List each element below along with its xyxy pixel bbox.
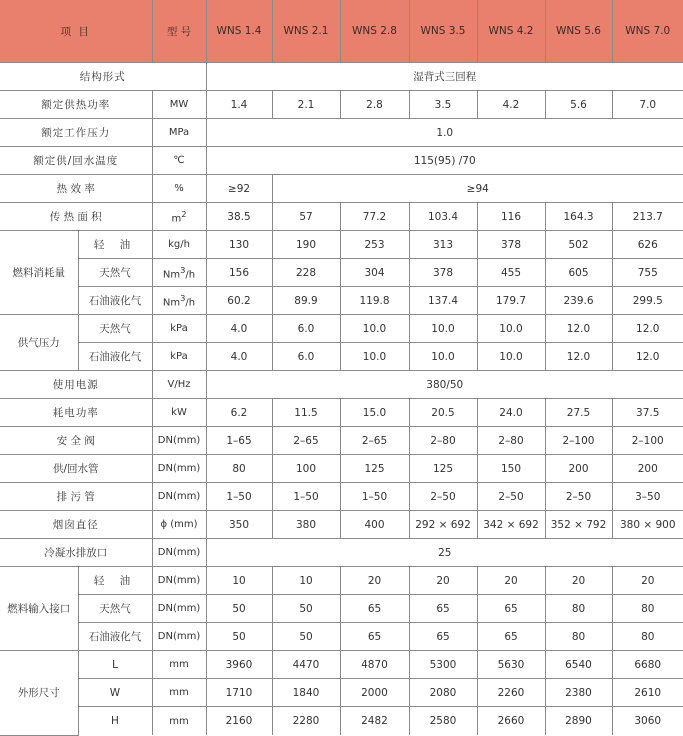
unit-cell: DN(mm) (152, 483, 206, 511)
value-cell: 20 (340, 567, 409, 595)
structure-row (0, 63, 683, 91)
unit-base: Nm (162, 269, 181, 281)
value-cell: 2380 (545, 679, 612, 707)
value-cell: 2080 (409, 679, 477, 707)
value-cell: 502 (545, 231, 612, 259)
header-model-2: WNS 2.1 (272, 0, 340, 63)
row-label: 烟囱直径 (0, 511, 152, 539)
header-model-5: WNS 4.2 (477, 0, 545, 63)
value-cell: 2–50 (545, 483, 612, 511)
merged-value: 25 (206, 539, 683, 567)
value-cell: 65 (477, 623, 545, 651)
value-cell: 200 (545, 455, 612, 483)
drain-pipe-row (0, 483, 683, 511)
sub-label: 轻 油 (78, 231, 152, 259)
merged-value: 1.0 (206, 119, 683, 147)
value-cell: 20 (477, 567, 545, 595)
row-label: 额定供/回水温度 (0, 147, 152, 175)
sub-label: 石油液化气 (78, 343, 152, 371)
value-cell: 378 (477, 231, 545, 259)
value-cell: 6.0 (272, 343, 340, 371)
fuel-oil-row (0, 231, 683, 259)
power-consumption-row (0, 399, 683, 427)
dimension-w-row (0, 679, 683, 707)
value-cell: 213.7 (612, 203, 683, 231)
sub-label: H (78, 707, 152, 736)
value-cell: 38.5 (206, 203, 272, 231)
value-cell: 5.6 (545, 91, 612, 119)
value-cell: 2.1 (272, 91, 340, 119)
value-cell: 10 (206, 567, 272, 595)
value-cell: 1840 (272, 679, 340, 707)
value-cell: 119.8 (340, 287, 409, 315)
value-cell: 1–65 (206, 427, 272, 455)
value-cell: 400 (340, 511, 409, 539)
value-cell: 350 (206, 511, 272, 539)
value-cell: 130 (206, 231, 272, 259)
sub-label: 天然气 (78, 595, 152, 623)
row-label: 使用电源 (0, 371, 152, 399)
value-cell: 20 (612, 567, 683, 595)
value-cell: 50 (272, 595, 340, 623)
value-cell: 6540 (545, 651, 612, 679)
sub-label: L (78, 651, 152, 679)
row-label: 安 全 阀 (0, 427, 152, 455)
inlet-gas-row (0, 595, 683, 623)
value-cell: 3960 (206, 651, 272, 679)
value-cell: 1710 (206, 679, 272, 707)
value-cell: 2260 (477, 679, 545, 707)
value-cell: 5630 (477, 651, 545, 679)
unit-cell: % (152, 175, 206, 203)
value-cell: 1–50 (340, 483, 409, 511)
chimney-row (0, 511, 683, 539)
value-cell: 2–80 (477, 427, 545, 455)
row-label: 额定工作压力 (0, 119, 152, 147)
header-item-cell: 项 目 (0, 0, 152, 63)
safety-valve-row (0, 427, 683, 455)
value-cell: 50 (206, 595, 272, 623)
value-cell: 77.2 (340, 203, 409, 231)
value-cell: 455 (477, 259, 545, 287)
value-cell: 20 (409, 567, 477, 595)
unit-cell: V/Hz (152, 371, 206, 399)
merged-value: 湿背式三回程 (206, 63, 683, 91)
header-model-1: WNS 1.4 (206, 0, 272, 63)
value-cell: 3060 (612, 707, 683, 736)
water-pipe-row (0, 455, 683, 483)
efficiency-row (0, 175, 683, 203)
value-cell: 304 (340, 259, 409, 287)
sub-label: 石油液化气 (78, 287, 152, 315)
value-cell: 65 (409, 595, 477, 623)
unit-base: Nm (162, 297, 181, 309)
unit-superscript: 3 (180, 292, 186, 303)
header-model-cell: 型 号 (152, 0, 206, 63)
value-cell: 299.5 (612, 287, 683, 315)
value-cell: 2160 (206, 707, 272, 736)
value-cell: 10.0 (477, 343, 545, 371)
value-cell: 4870 (340, 651, 409, 679)
value-cell: 6680 (612, 651, 683, 679)
value-cell: 89.9 (272, 287, 340, 315)
value-cell: 60.2 (206, 287, 272, 315)
value-cell: 137.4 (409, 287, 477, 315)
value-cell: 65 (477, 595, 545, 623)
value-cell: 4.0 (206, 315, 272, 343)
value-cell: 2–100 (612, 427, 683, 455)
value-cell: 65 (340, 623, 409, 651)
value-cell: 2–50 (409, 483, 477, 511)
value-cell: 5300 (409, 651, 477, 679)
value-cell: 380 (272, 511, 340, 539)
value-cell: ≥92 (206, 175, 272, 203)
value-cell: 2280 (272, 707, 340, 736)
value-cell: 20.5 (409, 399, 477, 427)
value-cell: 2–65 (272, 427, 340, 455)
group-label: 燃料消耗量 (0, 231, 78, 315)
value-cell: 50 (206, 623, 272, 651)
value-cell: 2.8 (340, 91, 409, 119)
unit-cell: kPa (152, 343, 206, 371)
value-cell: 4470 (272, 651, 340, 679)
unit-cell: mm (152, 679, 206, 707)
value-cell: 378 (409, 259, 477, 287)
value-cell: 292 × 692 (409, 511, 477, 539)
value-cell: 80 (206, 455, 272, 483)
value-cell: 10.0 (477, 315, 545, 343)
value-cell: 228 (272, 259, 340, 287)
value-cell: 2–65 (340, 427, 409, 455)
unit-cell: kPa (152, 315, 206, 343)
value-cell: 10 (272, 567, 340, 595)
merged-value: 115(95) /70 (206, 147, 683, 175)
sub-label: 天然气 (78, 315, 152, 343)
group-label: 外形尺寸 (0, 651, 78, 736)
value-cell: 755 (612, 259, 683, 287)
row-label: 额定供热功率 (0, 91, 152, 119)
value-cell: 80 (545, 623, 612, 651)
value-cell: 7.0 (612, 91, 683, 119)
value-cell: 4.2 (477, 91, 545, 119)
value-cell: 2000 (340, 679, 409, 707)
row-label: 供/回水管 (0, 455, 152, 483)
value-cell: 190 (272, 231, 340, 259)
fuel-gas-row (0, 259, 683, 287)
value-cell: 12.0 (545, 343, 612, 371)
value-cell: 65 (409, 623, 477, 651)
value-cell: 239.6 (545, 287, 612, 315)
value-cell: 116 (477, 203, 545, 231)
dimension-l-row (0, 651, 683, 679)
unit-cell: DN(mm) (152, 427, 206, 455)
gas-pressure-gas-row (0, 315, 683, 343)
unit-cell: ℃ (152, 147, 206, 175)
sub-label: 天然气 (78, 259, 152, 287)
sub-label: 石油液化气 (78, 623, 152, 651)
value-cell: 125 (409, 455, 477, 483)
unit-tail: /h (185, 297, 196, 309)
row-label: 冷凝水排放口 (0, 539, 152, 567)
unit-cell: ϕ (mm) (152, 511, 206, 539)
value-cell: 6.2 (206, 399, 272, 427)
unit-cell: DN(mm) (152, 455, 206, 483)
inlet-lpg-row (0, 623, 683, 651)
value-cell: 342 × 692 (477, 511, 545, 539)
unit-cell: DN(mm) (152, 539, 206, 567)
merged-value: 380/50 (206, 371, 683, 399)
header-model-3: WNS 2.8 (340, 0, 409, 63)
value-cell: 313 (409, 231, 477, 259)
inlet-oil-row (0, 567, 683, 595)
value-cell: 80 (612, 623, 683, 651)
value-cell: 3–50 (612, 483, 683, 511)
value-cell: 2482 (340, 707, 409, 736)
value-cell: 103.4 (409, 203, 477, 231)
group-label: 燃料输入接口 (0, 567, 78, 651)
row-label: 排 污 管 (0, 483, 152, 511)
value-cell: 37.5 (612, 399, 683, 427)
value-cell: 20 (545, 567, 612, 595)
unit-superscript: 2 (181, 208, 187, 219)
value-cell: 50 (272, 623, 340, 651)
value-cell: 27.5 (545, 399, 612, 427)
value-cell: 10.0 (409, 315, 477, 343)
value-cell: 100 (272, 455, 340, 483)
value-cell: 65 (340, 595, 409, 623)
value-cell: 2–50 (477, 483, 545, 511)
value-cell: 179.7 (477, 287, 545, 315)
unit-cell (152, 287, 206, 315)
pressure-row (0, 119, 683, 147)
group-label: 供气压力 (0, 315, 78, 371)
row-label: 结构形式 (0, 63, 206, 91)
value-cell: 2–100 (545, 427, 612, 455)
unit-cell (152, 203, 206, 231)
row-label: 耗电功率 (0, 399, 152, 427)
value-cell: 150 (477, 455, 545, 483)
header-model-7: WNS 7.0 (612, 0, 683, 63)
row-label: 热 效 率 (0, 175, 152, 203)
value-cell: 10.0 (340, 343, 409, 371)
value-cell: 200 (612, 455, 683, 483)
value-cell: 1–50 (206, 483, 272, 511)
unit-cell: DN(mm) (152, 567, 206, 595)
sub-label: W (78, 679, 152, 707)
value-cell: 1.4 (206, 91, 272, 119)
value-cell: 4.0 (206, 343, 272, 371)
temperature-row (0, 147, 683, 175)
unit-cell: MPa (152, 119, 206, 147)
value-cell: 380 × 900 (612, 511, 683, 539)
value-cell: 6.0 (272, 315, 340, 343)
unit-cell: mm (152, 651, 206, 679)
value-cell: 57 (272, 203, 340, 231)
value-cell: 1–50 (272, 483, 340, 511)
unit-cell (152, 259, 206, 287)
value-cell: 12.0 (612, 315, 683, 343)
value-cell: 352 × 792 (545, 511, 612, 539)
value-cell: 10.0 (340, 315, 409, 343)
value-cell: 80 (612, 595, 683, 623)
value-cell: 2610 (612, 679, 683, 707)
fuel-lpg-row (0, 287, 683, 315)
gas-pressure-lpg-row (0, 343, 683, 371)
unit-cell: kg/h (152, 231, 206, 259)
value-cell: 253 (340, 231, 409, 259)
value-cell: 12.0 (545, 315, 612, 343)
unit-superscript: 3 (180, 264, 186, 275)
merged-value: ≥94 (272, 175, 683, 203)
value-cell: 2890 (545, 707, 612, 736)
header-row (0, 0, 683, 63)
sub-label: 轻 油 (78, 567, 152, 595)
value-cell: 125 (340, 455, 409, 483)
unit-base: m (171, 213, 182, 225)
dimension-h-row (0, 707, 683, 736)
value-cell: 605 (545, 259, 612, 287)
value-cell: 2580 (409, 707, 477, 736)
value-cell: 2660 (477, 707, 545, 736)
value-cell: 80 (545, 595, 612, 623)
header-model-6: WNS 5.6 (545, 0, 612, 63)
unit-tail: /h (185, 269, 196, 281)
area-row (0, 203, 683, 231)
value-cell: 10.0 (409, 343, 477, 371)
unit-cell: MW (152, 91, 206, 119)
value-cell: 12.0 (612, 343, 683, 371)
power-supply-row (0, 371, 683, 399)
value-cell: 11.5 (272, 399, 340, 427)
value-cell: 3.5 (409, 91, 477, 119)
condensate-row (0, 539, 683, 567)
value-cell: 15.0 (340, 399, 409, 427)
value-cell: 164.3 (545, 203, 612, 231)
unit-cell: mm (152, 707, 206, 736)
row-label: 传 热 面 积 (0, 203, 152, 231)
header-model-4: WNS 3.5 (409, 0, 477, 63)
power-row (0, 91, 683, 119)
value-cell: 626 (612, 231, 683, 259)
value-cell: 156 (206, 259, 272, 287)
unit-cell: kW (152, 399, 206, 427)
value-cell: 2–80 (409, 427, 477, 455)
value-cell: 24.0 (477, 399, 545, 427)
unit-cell: DN(mm) (152, 623, 206, 651)
unit-cell: DN(mm) (152, 595, 206, 623)
